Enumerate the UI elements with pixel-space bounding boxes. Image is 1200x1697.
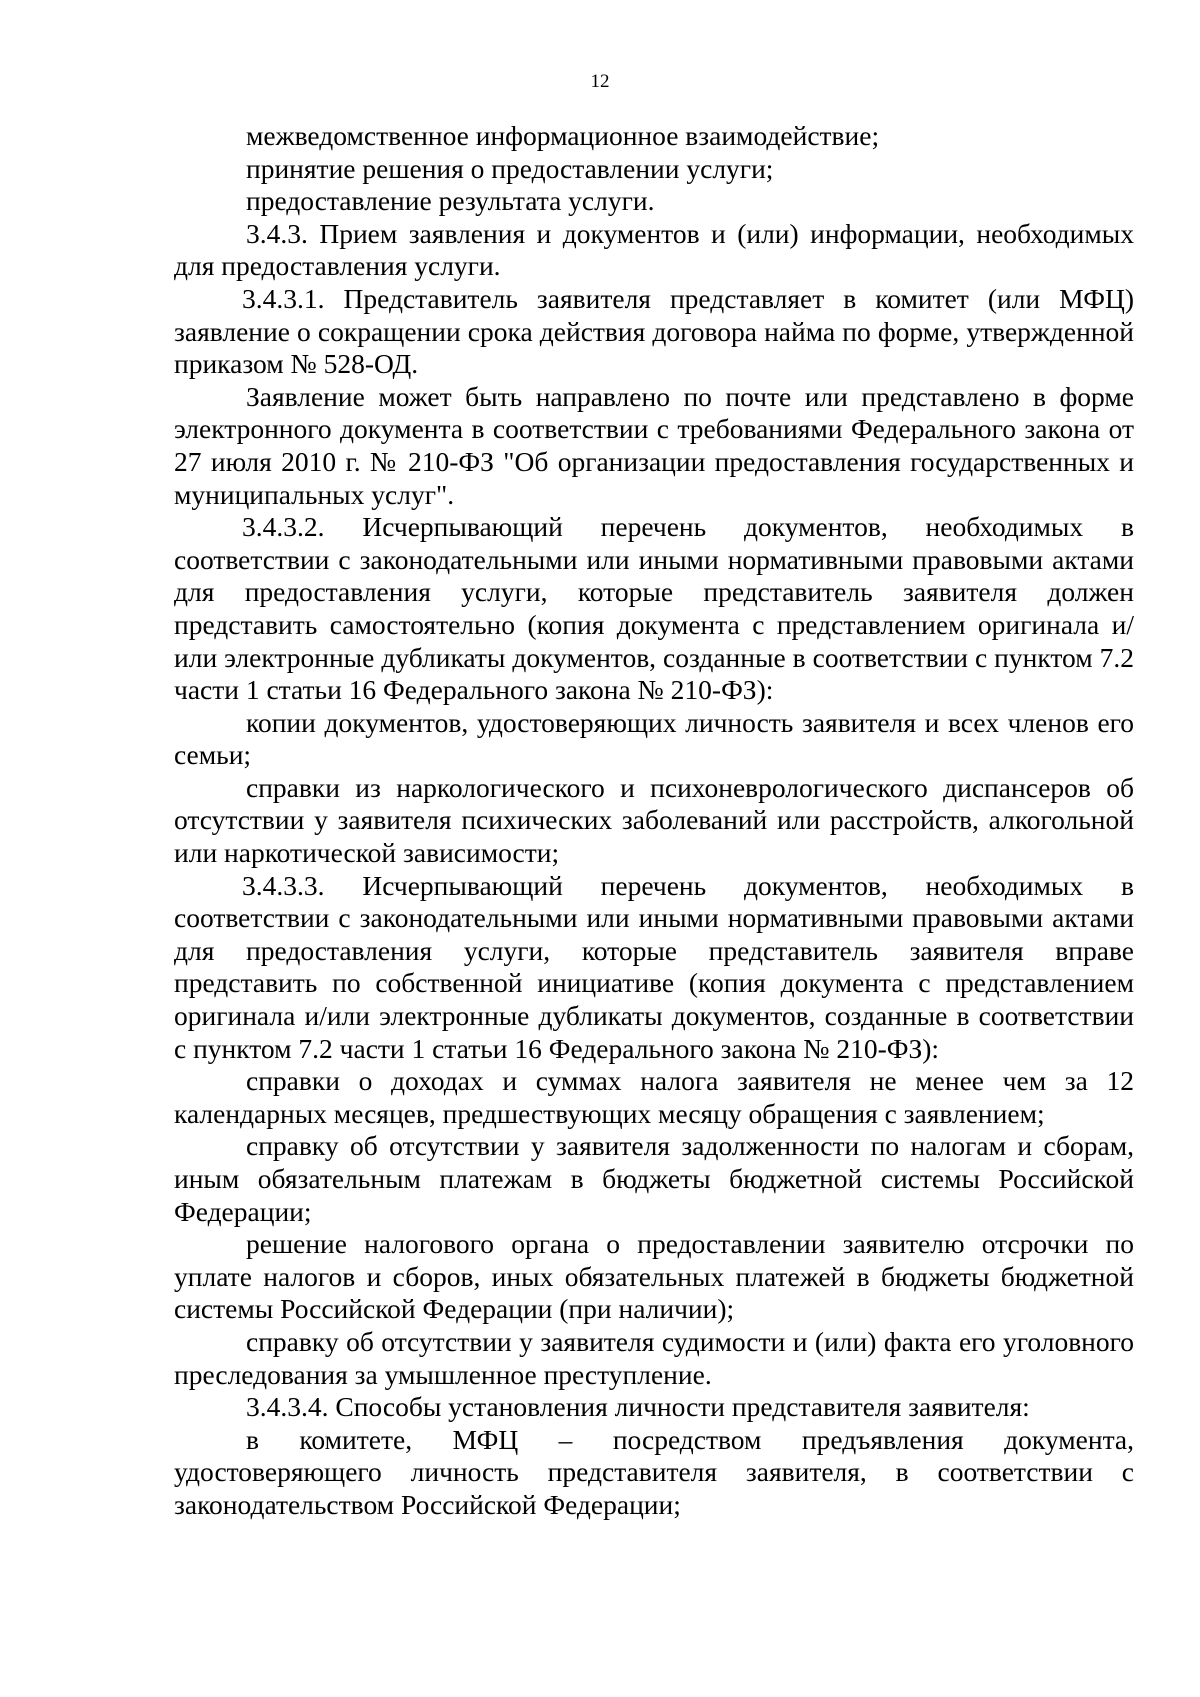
section-3-4-3-1: 3.4.3.1. Представитель заявителя представляет в комитет (или МФЦ) заявление о сокращении срока действия договора найма по форме, утвержденной приказом № 528-ОД. — [174, 282, 1134, 380]
section-3-4-3-3: 3.4.3.3. Исчерпывающий перечень документов, необходимых в соответствии с законодательными или иными нормативными правовыми актами для предоставления услуги, которые представитель заявителя вправе представить по собственной инициативе (копия документа с представлением оригинала и/или электронные дубликаты документов, созданные в соответствии с пунктом 7.2 части 1 статьи 16 Федерального закона № 210-ФЗ): — [174, 869, 1134, 1064]
list-item: справку об отсутствии у заявителя задолженности по налогам и сборам, иным обязательным платежам в бюджеты бюджетной системы Российской Федерации; — [174, 1130, 1134, 1227]
list-item: справки о доходах и суммах налога заявителя не менее чем за 12 календарных месяцев, предшествующих месяцу обращения с заявлением; — [174, 1065, 1134, 1129]
paragraph: Заявление может быть направлено по почте или представлено в форме электронного документа в соответствии с требованиями Федерального закона от 27 июля 2010 г. № 210-ФЗ "Об организации предоставления государственных и муниципальных услуг". — [174, 380, 1134, 510]
list-item: в комитете, МФЦ – посредством предъявления документа, удостоверяющего личность представителя заявителя, в соответствии с законодательством Российской Федерации; — [174, 1423, 1134, 1520]
list-item: решение налогового органа о предоставлении заявителю отсрочки по уплате налогов и сборов, иных обязательных платежей в бюджеты бюджетной системы Российской Федерации (при наличии); — [174, 1228, 1134, 1325]
list-item: справку об отсутствии у заявителя судимости и (или) факта его уголовного преследования за умышленное преступление. — [174, 1325, 1134, 1390]
paragraph: принятие решения о предоставлении услуги; — [246, 152, 774, 184]
list-item: копии документов, удостоверяющих личность заявителя и всех членов его семьи; — [174, 706, 1134, 771]
list-item: справки из наркологического и психоневрологического диспансеров об отсутствии у заявителя психических заболеваний или расстройств, алкогольной или наркотической зависимости; — [174, 771, 1134, 869]
document-body — [174, 120, 1134, 1522]
section-3-4-3-4: 3.4.3.4. Способы установления личности представителя заявителя: — [246, 1391, 1030, 1423]
paragraph: межведомственное информационное взаимодействие; — [246, 120, 880, 151]
section-3-4-3-2: 3.4.3.2. Исчерпывающий перечень документов, необходимых в соответствии с законодательными или иными нормативными правовыми актами для предоставления услуги, которые представитель заявителя должен представить самостоятельно (копия документа с представлением оригинала и/или электронные дубликаты документов, созданные в соответствии с пунктом 7.2 части 1 статьи 16 Федерального закона № 210-ФЗ): — [174, 511, 1134, 706]
paragraph: предоставление результата услуги. — [246, 185, 655, 217]
section-heading-3-4-3: 3.4.3. Прием заявления и документов и (или) информации, необходимых для предоставления услуги. — [174, 217, 1134, 282]
page-number: 12 — [590, 71, 610, 92]
